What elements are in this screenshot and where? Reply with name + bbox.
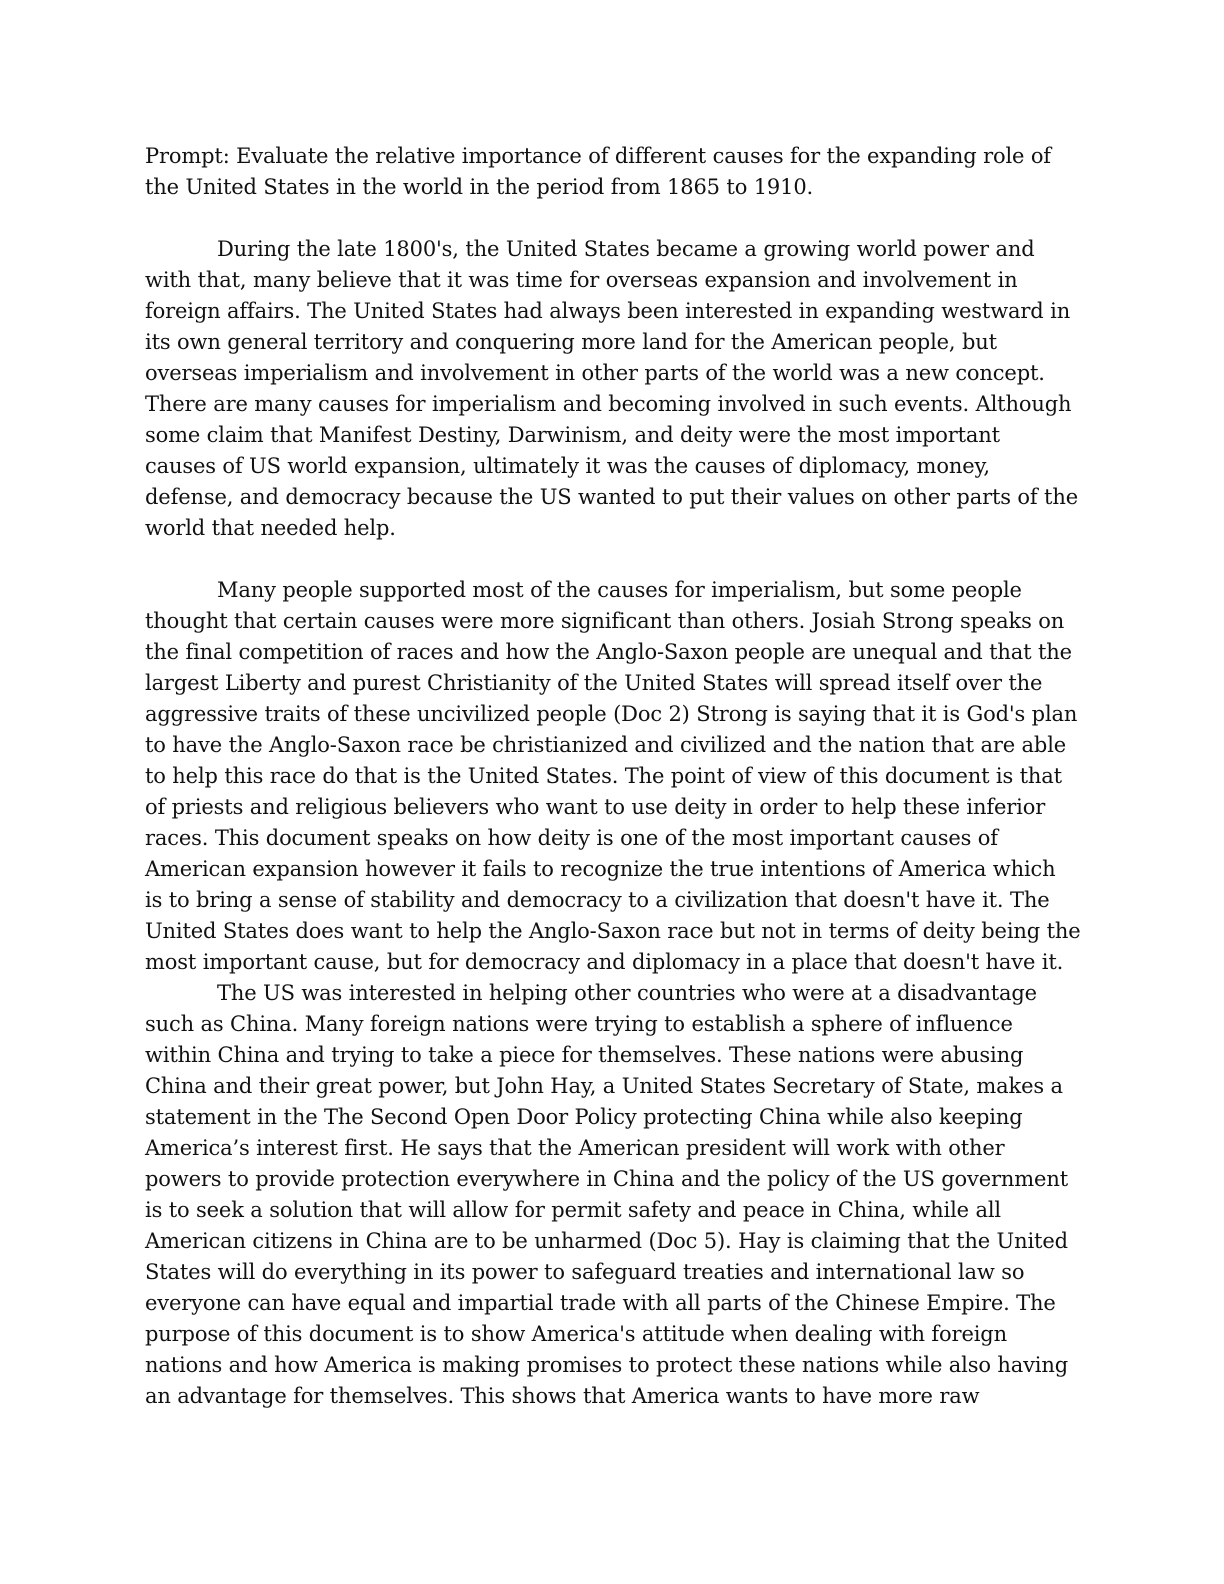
text-line: its own general territory and conquering more land for the American people, but — [145, 330, 997, 354]
text-line: to help this race do that is the United States. The point of view of this document is that — [145, 764, 1062, 788]
text-line: America’s interest first. He says that the American president will work with other — [145, 1136, 1005, 1160]
text-line: everyone can have equal and impartial trade with all parts of the Chinese Empire. The — [145, 1291, 1056, 1315]
text-line: to have the Anglo-Saxon race be christianized and civilized and the nation that are able — [145, 733, 1067, 757]
text-line: The US was interested in helping other countries who were at a disadvantage — [217, 981, 1037, 1005]
text-line: During the late 1800's, the United States became a growing world power and — [217, 237, 1035, 261]
text-line: States will do everything in its power to safeguard treaties and international law so — [145, 1260, 1025, 1284]
text-line: most important cause, but for democracy and diplomacy in a place that doesn't have it. — [145, 950, 1064, 974]
spacer — [145, 203, 1085, 234]
text-line: thought that certain causes were more significant than others. Josiah Strong speaks on — [145, 609, 1065, 633]
text-line: world that needed help. — [145, 516, 396, 540]
text-line: aggressive traits of these uncivilized people (Doc 2) Strong is saying that it is God's plan — [145, 702, 1078, 726]
text-line: purpose of this document is to show America's attitude when dealing with foreign — [145, 1322, 1007, 1346]
text-line: defense, and democracy because the US wanted to put their values on other parts of the — [145, 485, 1078, 509]
text-line: powers to provide protection everywhere in China and the policy of the US government — [145, 1167, 1068, 1191]
text-line: overseas imperialism and involvement in other parts of the world was a new concept. — [145, 361, 1045, 385]
text-line: nations and how America is making promises to protect these nations while also having — [145, 1353, 1069, 1377]
text-line: of priests and religious believers who want to use deity in order to help these inferior — [145, 795, 1046, 819]
paragraph-intro — [145, 234, 1085, 544]
text-line: within China and trying to take a piece for themselves. These nations were abusing — [145, 1043, 1024, 1067]
text-line: with that, many believe that it was time for overseas expansion and involvement in — [145, 268, 1018, 292]
text-line: statement in the The Second Open Door Policy protecting China while also keeping — [145, 1105, 1023, 1129]
prompt-line: Prompt: Evaluate the relative importance of different causes for the expanding role of — [145, 144, 1051, 168]
text-line: Many people supported most of the causes for imperialism, but some people — [217, 578, 1022, 602]
text-line: such as China. Many foreign nations were trying to establish a sphere of influence — [145, 1012, 1013, 1036]
text-line: largest Liberty and purest Christianity of the United States will spread itself over the — [145, 671, 1043, 695]
text-line: United States does want to help the Anglo-Saxon race but not in terms of deity being the — [145, 919, 1081, 943]
text-line: the final competition of races and how the Anglo-Saxon people are unequal and that the — [145, 640, 1072, 664]
text-line: There are many causes for imperialism and becoming involved in such events. Although — [145, 392, 1072, 416]
paragraph-hay — [145, 978, 1085, 1412]
paragraph-strong — [145, 575, 1085, 978]
text-line: causes of US world expansion, ultimately it was the causes of diplomacy, money, — [145, 454, 990, 478]
prompt — [145, 141, 1085, 203]
text-line: foreign affairs. The United States had always been interested in expanding westward in — [145, 299, 1071, 323]
spacer — [145, 544, 1085, 575]
text-line: American citizens in China are to be unharmed (Doc 5). Hay is claiming that the United — [145, 1229, 1068, 1253]
text-line: some claim that Manifest Destiny, Darwinism, and deity were the most important — [145, 423, 1000, 447]
essay-body — [145, 141, 1085, 1412]
text-line: is to bring a sense of stability and democracy to a civilization that doesn't have it. The — [145, 888, 1050, 912]
text-line: is to seek a solution that will allow for permit safety and peace in China, while all — [145, 1198, 1001, 1222]
text-line: an advantage for themselves. This shows that America wants to have more raw — [145, 1384, 980, 1408]
text-line: American expansion however it fails to recognize the true intentions of America which — [145, 857, 1056, 881]
prompt-line: the United States in the world in the period from 1865 to 1910. — [145, 175, 814, 199]
text-line: races. This document speaks on how deity is one of the most important causes of — [145, 826, 998, 850]
text-line: China and their great power, but John Hay, a United States Secretary of State, makes a — [145, 1074, 1063, 1098]
